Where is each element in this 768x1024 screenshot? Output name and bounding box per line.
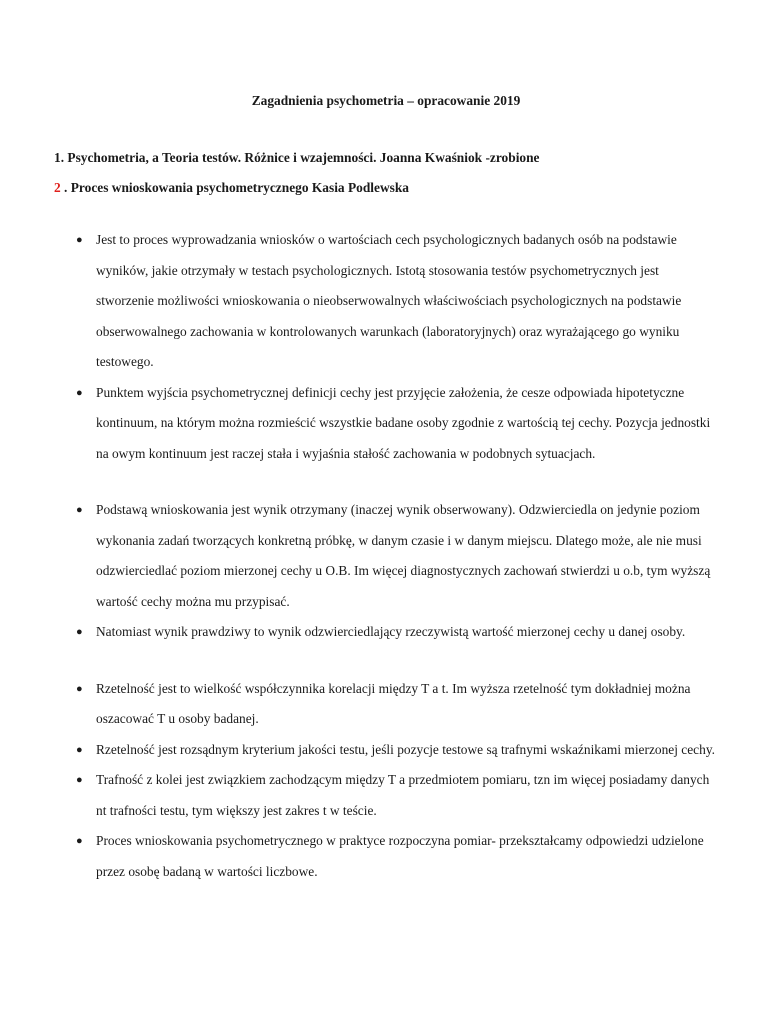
bullet-dot-icon: ● bbox=[76, 835, 83, 847]
bullet-text: Rzetelność jest to wielkość współczynnika korelacji między T a t. Im wyższa rzetelność tym dokładniej można oszacować T u osoby badanej. bbox=[96, 680, 691, 726]
bullet-text: Rzetelność jest rozsądnym kryterium jakości testu, jeśli pozycje testowe są trafnymi wskaźnikami mierzonej cechy. bbox=[96, 741, 715, 757]
bullet-text: Jest to proces wyprowadzania wniosków o wartościach cech psychologicznych badanych osób na podstawie wyników, jakie otrzymały w testach psychologicznych. Istotą stosowania testów psychometrycznych jest stworzenie możliwości wnioskowania o nieobserwowalnych właściwościach psychologicznych na podstawie obserwowalnego zachowania w kontrolowanych warunkach (laboratoryjnych) oraz wyrażającego go wyniku testowego. bbox=[96, 232, 682, 369]
bullet-dot-icon: ● bbox=[76, 234, 83, 246]
bullet-dot-icon: ● bbox=[76, 504, 83, 516]
bullet-dot-icon: ● bbox=[76, 743, 83, 756]
bullet-text: Podstawą wnioskowania jest wynik otrzymany (inaczej wynik obserwowany). Odzwierciedla on jedynie poziom wykonania zadań tworzących konkretną próbkę, w danym czasie i w danym miejscu. Dlatego może, ale nie musi odzwierciedlać poziom mierzonej cechy u O.B. Im więcej diagnostycznych zachowań stwierdzi u o.b, tym wyższą wartość cechy można mu przypisać. bbox=[96, 502, 711, 609]
bullet-text: Trafność z kolei jest związkiem zachodzącym między T a przedmiotem pomiaru, tzn im więcej posiadamy danych nt trafności testu, tym większy jest zakres t w teście. bbox=[96, 772, 710, 818]
bullet-item-4 bbox=[74, 617, 720, 648]
section-heading-2 bbox=[54, 179, 409, 197]
bullet-dot-icon: ● bbox=[76, 386, 83, 399]
bullet-item-6 bbox=[74, 735, 720, 766]
bullet-dot-icon: ● bbox=[76, 774, 83, 786]
section-number-2: 2 bbox=[54, 180, 61, 195]
bullet-dot-icon: ● bbox=[76, 682, 83, 695]
bullet-text: Natomiast wynik prawdziwy to wynik odzwierciedlający rzeczywistą wartość mierzonej cechy u danej osoby. bbox=[96, 624, 686, 639]
bullet-dot-icon: ● bbox=[76, 626, 83, 638]
bullet-text: Proces wnioskowania psychometrycznego w praktyce rozpoczyna pomiar- przekształcamy odpowiedzi udzielone przez osobę badaną w wartości liczbowe. bbox=[96, 833, 704, 879]
section-heading-2-text: . Proces wnioskowania psychometrycznego Kasia Podlewska bbox=[60, 180, 409, 195]
bullet-item-7 bbox=[74, 765, 720, 826]
bullet-list bbox=[74, 225, 720, 887]
paragraph-gap bbox=[74, 648, 720, 674]
bullet-item-8 bbox=[74, 826, 720, 887]
bullet-text: Punktem wyjścia psychometrycznej definicji cechy jest przyjęcie założenia, że cesze odpowiada hipotetyczne kontinuum, na którym można rozmieścić wszystkie badane osoby zgodnie z wartością tej cechy. Pozycja jednostki na owym kontinuum jest raczej stała i wyjaśnia stałość zachowania w podobnych sytuacjach. bbox=[96, 384, 711, 461]
bullet-item-5 bbox=[74, 674, 720, 735]
paragraph-gap bbox=[74, 469, 720, 495]
document-title: Zagadnienia psychometria – opracowanie 2019 bbox=[251, 93, 521, 108]
bullet-item-3 bbox=[74, 495, 720, 617]
bullet-item-1 bbox=[74, 225, 720, 378]
bullet-item-2 bbox=[74, 378, 720, 470]
section-heading-1: 1. Psychometria, a Teoria testów. Różnice i wzajemności. Joanna Kwaśniok -zrobione bbox=[54, 150, 540, 165]
